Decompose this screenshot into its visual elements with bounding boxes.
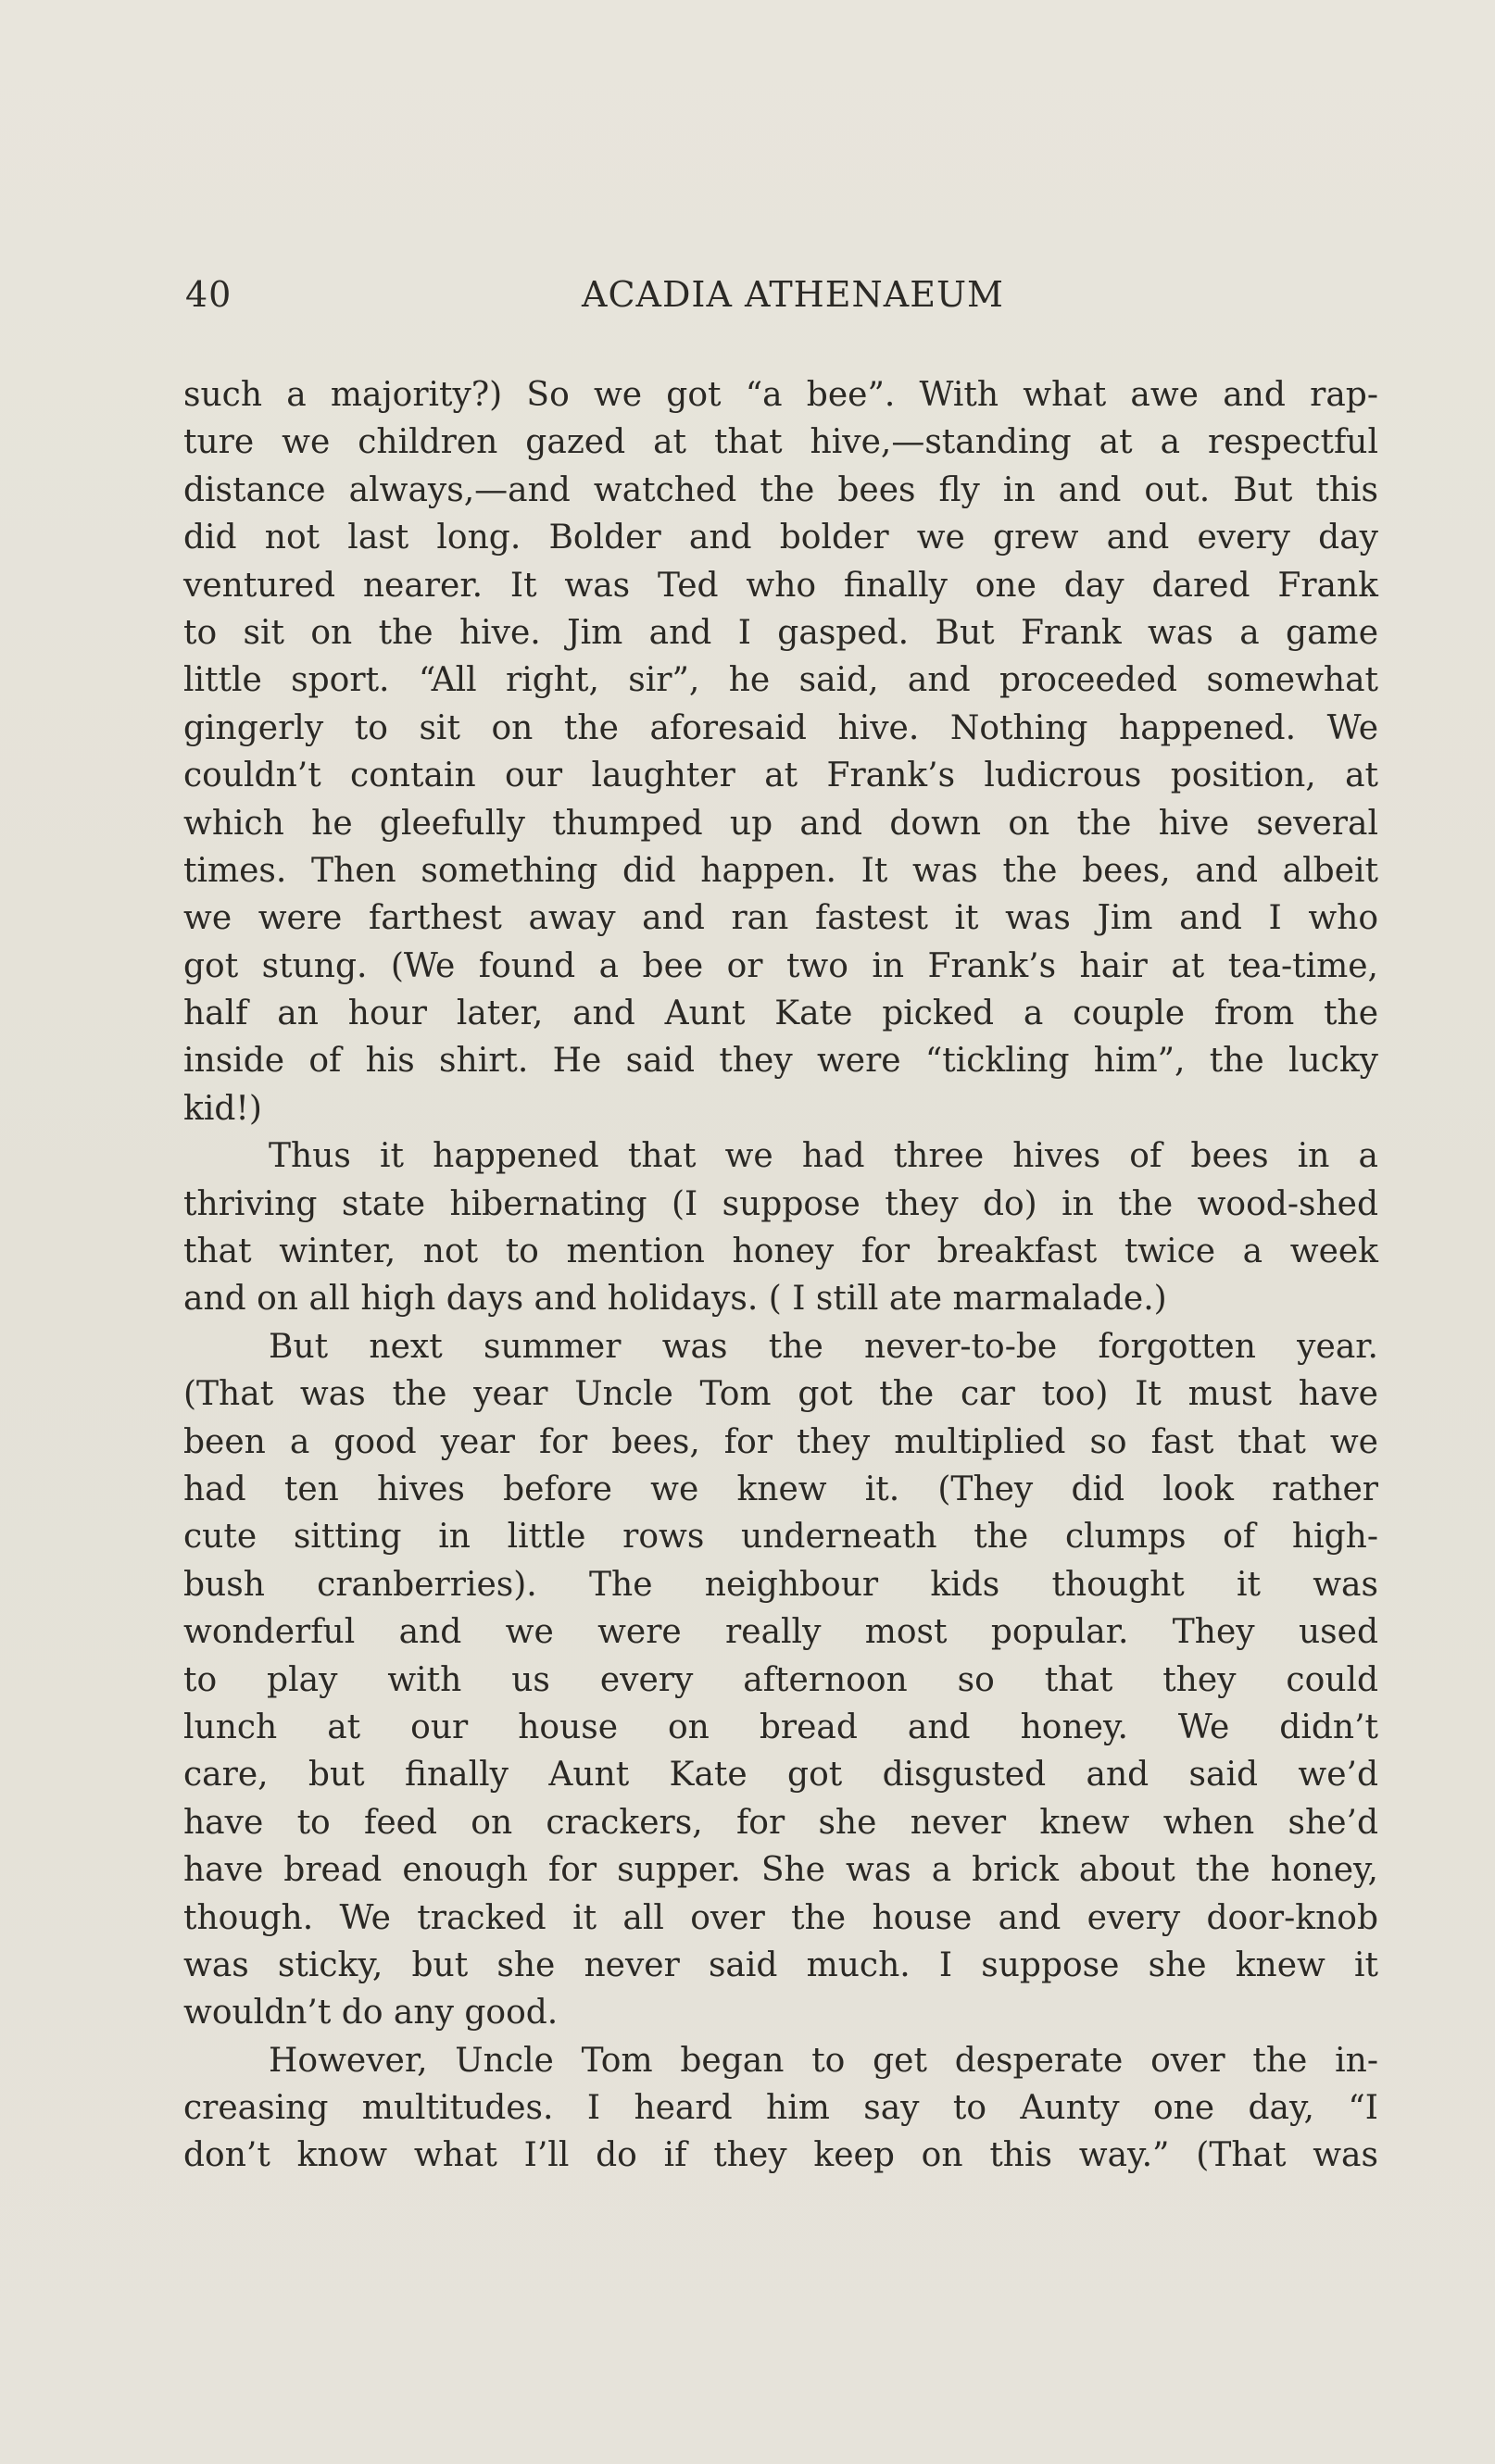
text-line: However, Uncle Tom began to get desperate over the in-: [269, 2041, 1378, 2080]
text-line: ventured nearer. It was Ted who finally one day dared Frank: [183, 566, 1378, 605]
text-line: which he gleefully thumped up and down on the hive several: [183, 804, 1378, 843]
text-line: got stung. (We found a bee or two in Frank’s hair at tea-time,: [183, 946, 1378, 985]
text-line: have to feed on crackers, for she never knew when she’d: [183, 1803, 1378, 1842]
text-line: couldn’t contain our laughter at Frank’s ludicrous position, at: [183, 757, 1378, 795]
text-line: But next summer was the never-to-be forgotten year.: [269, 1327, 1378, 1366]
text-line: did not last long. Bolder and bolder we grew and every day: [183, 519, 1378, 557]
body-text: [183, 371, 1378, 2180]
text-line: inside of his shirt. He said they were “tickling him”, the lucky: [183, 1042, 1378, 1081]
page-number: 40: [185, 274, 232, 315]
text-line: little sport. “All right, sir”, he said, and proceeded somewhat: [183, 661, 1378, 700]
text-line: we were farthest away and ran fastest it was Jim and I who: [183, 899, 1378, 938]
text-line: distance always,—and watched the bees fly in and out. But this: [183, 470, 1378, 509]
text-line: had ten hives before we knew it. (They did look rather: [183, 1470, 1378, 1508]
text-line: cute sitting in little rows underneath the clumps of high-: [183, 1518, 1378, 1557]
text-line: (That was the year Uncle Tom got the car too) It must have: [183, 1375, 1378, 1414]
text-line: wouldn’t do any good.: [183, 1994, 559, 2032]
text-line: times. Then something did happen. It was the bees, and albeit: [183, 851, 1378, 890]
text-line: gingerly to sit on the aforesaid hive. Nothing happened. We: [183, 708, 1378, 747]
text-line: wonderful and we were really most popular. They used: [183, 1613, 1378, 1652]
text-line: been a good year for bees, for they multiplied so fast that we: [183, 1422, 1378, 1461]
text-line: care, but finally Aunt Kate got disgusted and said we’d: [183, 1756, 1378, 1795]
text-line: though. We tracked it all over the house and every door-knob: [183, 1898, 1378, 1937]
text-line: Thus it happened that we had three hives of bees in a: [269, 1137, 1378, 1176]
text-line: to play with us every afternoon so that they could: [183, 1660, 1378, 1699]
text-line: bush cranberries). The neighbour kids thought it was: [183, 1565, 1378, 1604]
text-line: lunch at our house on bread and honey. We didn’t: [183, 1707, 1378, 1746]
text-line: don’t know what I’ll do if they keep on this way.” (That was: [183, 2136, 1378, 2175]
text-line: half an hour later, and Aunt Kate picked a couple from the: [183, 994, 1378, 1033]
text-line: creasing multitudes. I heard him say to Aunty one day, “I: [183, 2089, 1378, 2128]
text-line: that winter, not to mention honey for breakfast twice a week: [183, 1232, 1378, 1271]
text-line: ture we children gazed at that hive,—standing at a respectful: [183, 423, 1378, 462]
text-line: kid!): [183, 1089, 262, 1128]
text-line: have bread enough for supper. She was a brick about the honey,: [183, 1851, 1378, 1890]
running-title: ACADIA ATHENAEUM: [582, 274, 1004, 315]
running-header: [185, 274, 1380, 330]
text-line: to sit on the hive. Jim and I gasped. But Frank was a game: [183, 613, 1378, 652]
text-line: such a majority?) So we got “a bee”. With what awe and rap-: [183, 376, 1378, 414]
text-line: was sticky, but she never said much. I suppose she knew it: [183, 1945, 1378, 1984]
text-line: and on all high days and holidays. ( I still ate marmalade.): [183, 1280, 1167, 1319]
text-line: thriving state hibernating (I suppose they do) in the wood-shed: [183, 1184, 1378, 1223]
